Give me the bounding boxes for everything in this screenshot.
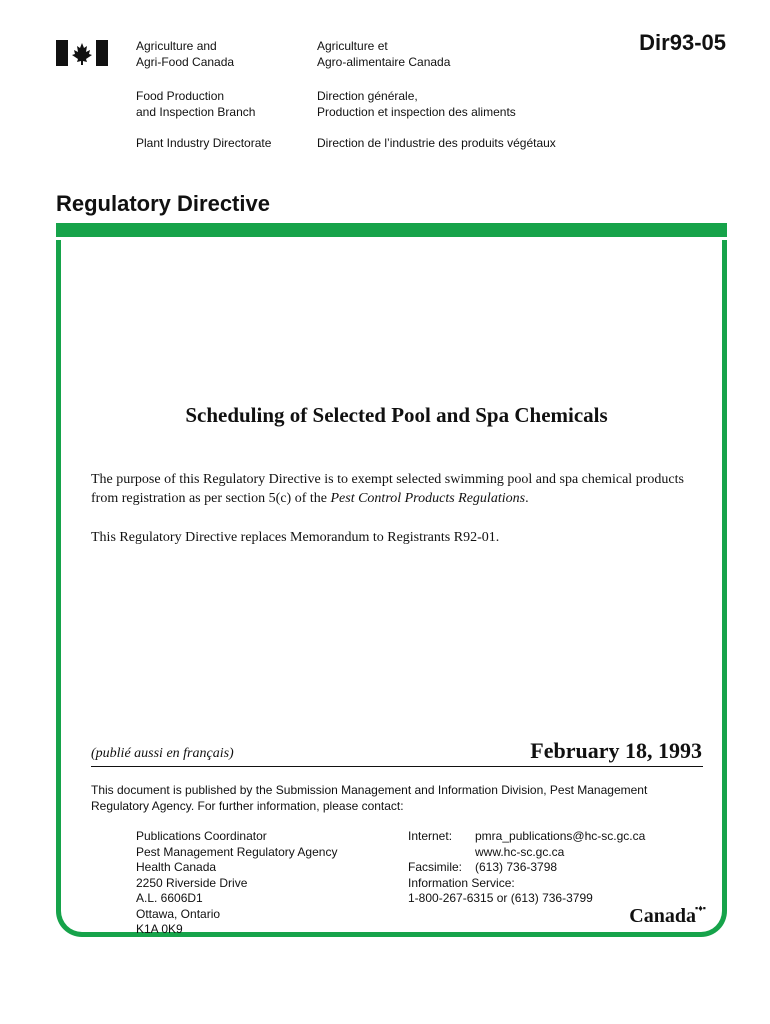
info-phone: 1-800-267-6315 or (613) 736-3799: [408, 891, 593, 905]
directorate-english: Plant Industry Directorate: [136, 136, 272, 150]
divider-rule: [91, 766, 703, 767]
branch-french: Direction générale, Production et inspection des aliments: [317, 89, 516, 119]
document-title: Scheduling of Selected Pool and Spa Chemicals: [185, 403, 608, 427]
fax-label: Facsimile:: [408, 860, 463, 874]
canada-flag-icon: [56, 40, 108, 66]
wordmark-flag-icon: ▪♦▪: [695, 903, 706, 913]
publication-statement: This document is published by the Submission Management and Information Division, Pest Management Regulatory Agency. For further information, please contact:: [91, 783, 648, 813]
french-availability-note: (publié aussi en français): [91, 746, 234, 761]
document-id: Dir93-05: [639, 30, 726, 55]
contact-values: [475, 829, 645, 876]
section-title: Regulatory Directive: [56, 191, 270, 216]
canada-wordmark: Canada ▪♦▪: [629, 903, 706, 927]
dept-name-french: Agriculture et Agro-alimentaire Canada: [317, 39, 451, 69]
publication-date: February 18, 1993: [530, 738, 702, 763]
purpose-paragraph: The purpose of this Regulatory Directive is to exempt selected swimming pool and spa chemical products from registration as per section 5(c) of the Pest Control Products Regulations.: [91, 472, 684, 506]
green-header-bar: [56, 223, 727, 237]
mailing-address: Publications Coordinator Pest Management Regulatory Agency Health Canada 2250 Riverside Drive A.L. 6606D1 Ottawa, Ontario K1A 0K9: [136, 829, 338, 936]
internet-label: Internet:: [408, 829, 453, 843]
replaces-paragraph: This Regulatory Directive replaces Memorandum to Registrants R92-01.: [91, 530, 500, 545]
website-link[interactable]: www.hc-sc.gc.ca: [475, 844, 565, 859]
fax-number: (613) 736-3798: [475, 860, 558, 874]
branch-english: Food Production and Inspection Branch: [136, 89, 256, 119]
info-label: Information Service:: [408, 875, 515, 890]
email-link[interactable]: pmra_publications@hc-sc.gc.ca: [475, 829, 646, 843]
directorate-french: Direction de l’industrie des produits végétaux: [317, 136, 556, 150]
dept-name-english: Agriculture and Agri-Food Canada: [136, 39, 235, 69]
